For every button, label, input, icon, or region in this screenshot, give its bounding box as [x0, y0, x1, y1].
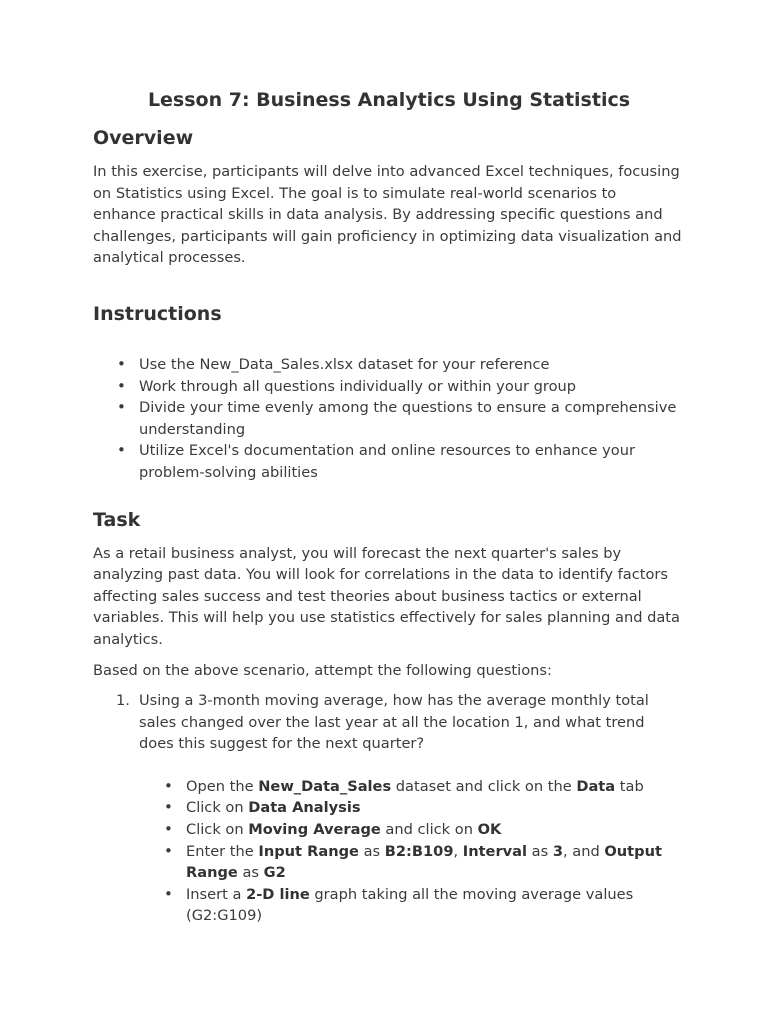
question-text: Using a 3-month moving average, how has the average monthly total sales changed over the last year at all the location 1, and what trend does this suggest for the next quarter?	[139, 692, 649, 753]
overview-paragraph: In this exercise, participants will delve into advanced Excel techniques, focusing on Statistics using Excel. The goal is to simulate real-world scenarios to enhance practical skills in data analysis. By addressing specific questions and challenges, participants will gain proficiency in optimizing data visualization and analytical processes.	[93, 163, 682, 267]
instruction-item: • Divide your time evenly among the questions to ensure a comprehensive understanding	[139, 397, 683, 440]
instructions-heading: Instructions	[93, 302, 222, 325]
step-item: • Open the New_Data_Sales dataset and click on the Data tab	[186, 776, 683, 798]
document-content	[93, 86, 683, 927]
questions-intro: Based on the above scenario, attempt the following questions:	[93, 661, 552, 679]
questions-list	[93, 690, 683, 755]
task-heading: Task	[93, 508, 141, 531]
step-item: • Insert a 2-D line graph taking all the moving average values (G2:G109)	[186, 884, 683, 927]
instructions-list	[93, 354, 683, 484]
instruction-item: • Work through all questions individually or within your group	[139, 376, 683, 398]
step-item: • Click on Data Analysis	[186, 797, 683, 819]
question-number: 1.	[116, 692, 130, 710]
instruction-item: • Utilize Excel's documentation and online resources to enhance your problem-solving abilities	[139, 440, 683, 483]
document-title: Lesson 7: Business Analytics Using Statistics	[147, 89, 631, 111]
step-item: • Click on Moving Average and click on OK	[186, 819, 683, 841]
step-item: • Enter the Input Range as B2:B109, Interval as 3, and Output Range as G2	[186, 841, 683, 884]
instruction-item: • Use the New_Data_Sales.xlsx dataset for your reference	[139, 354, 683, 376]
steps-list	[93, 776, 683, 927]
task-paragraph: As a retail business analyst, you will forecast the next quarter's sales by analyzing past data. You will look for correlations in the data to identify factors affecting sales success and test theories about business tactics or external variables. This will help you use statistics effectively for sales planning and data analytics.	[93, 544, 680, 648]
question-item	[116, 690, 683, 755]
overview-heading: Overview	[93, 127, 194, 149]
